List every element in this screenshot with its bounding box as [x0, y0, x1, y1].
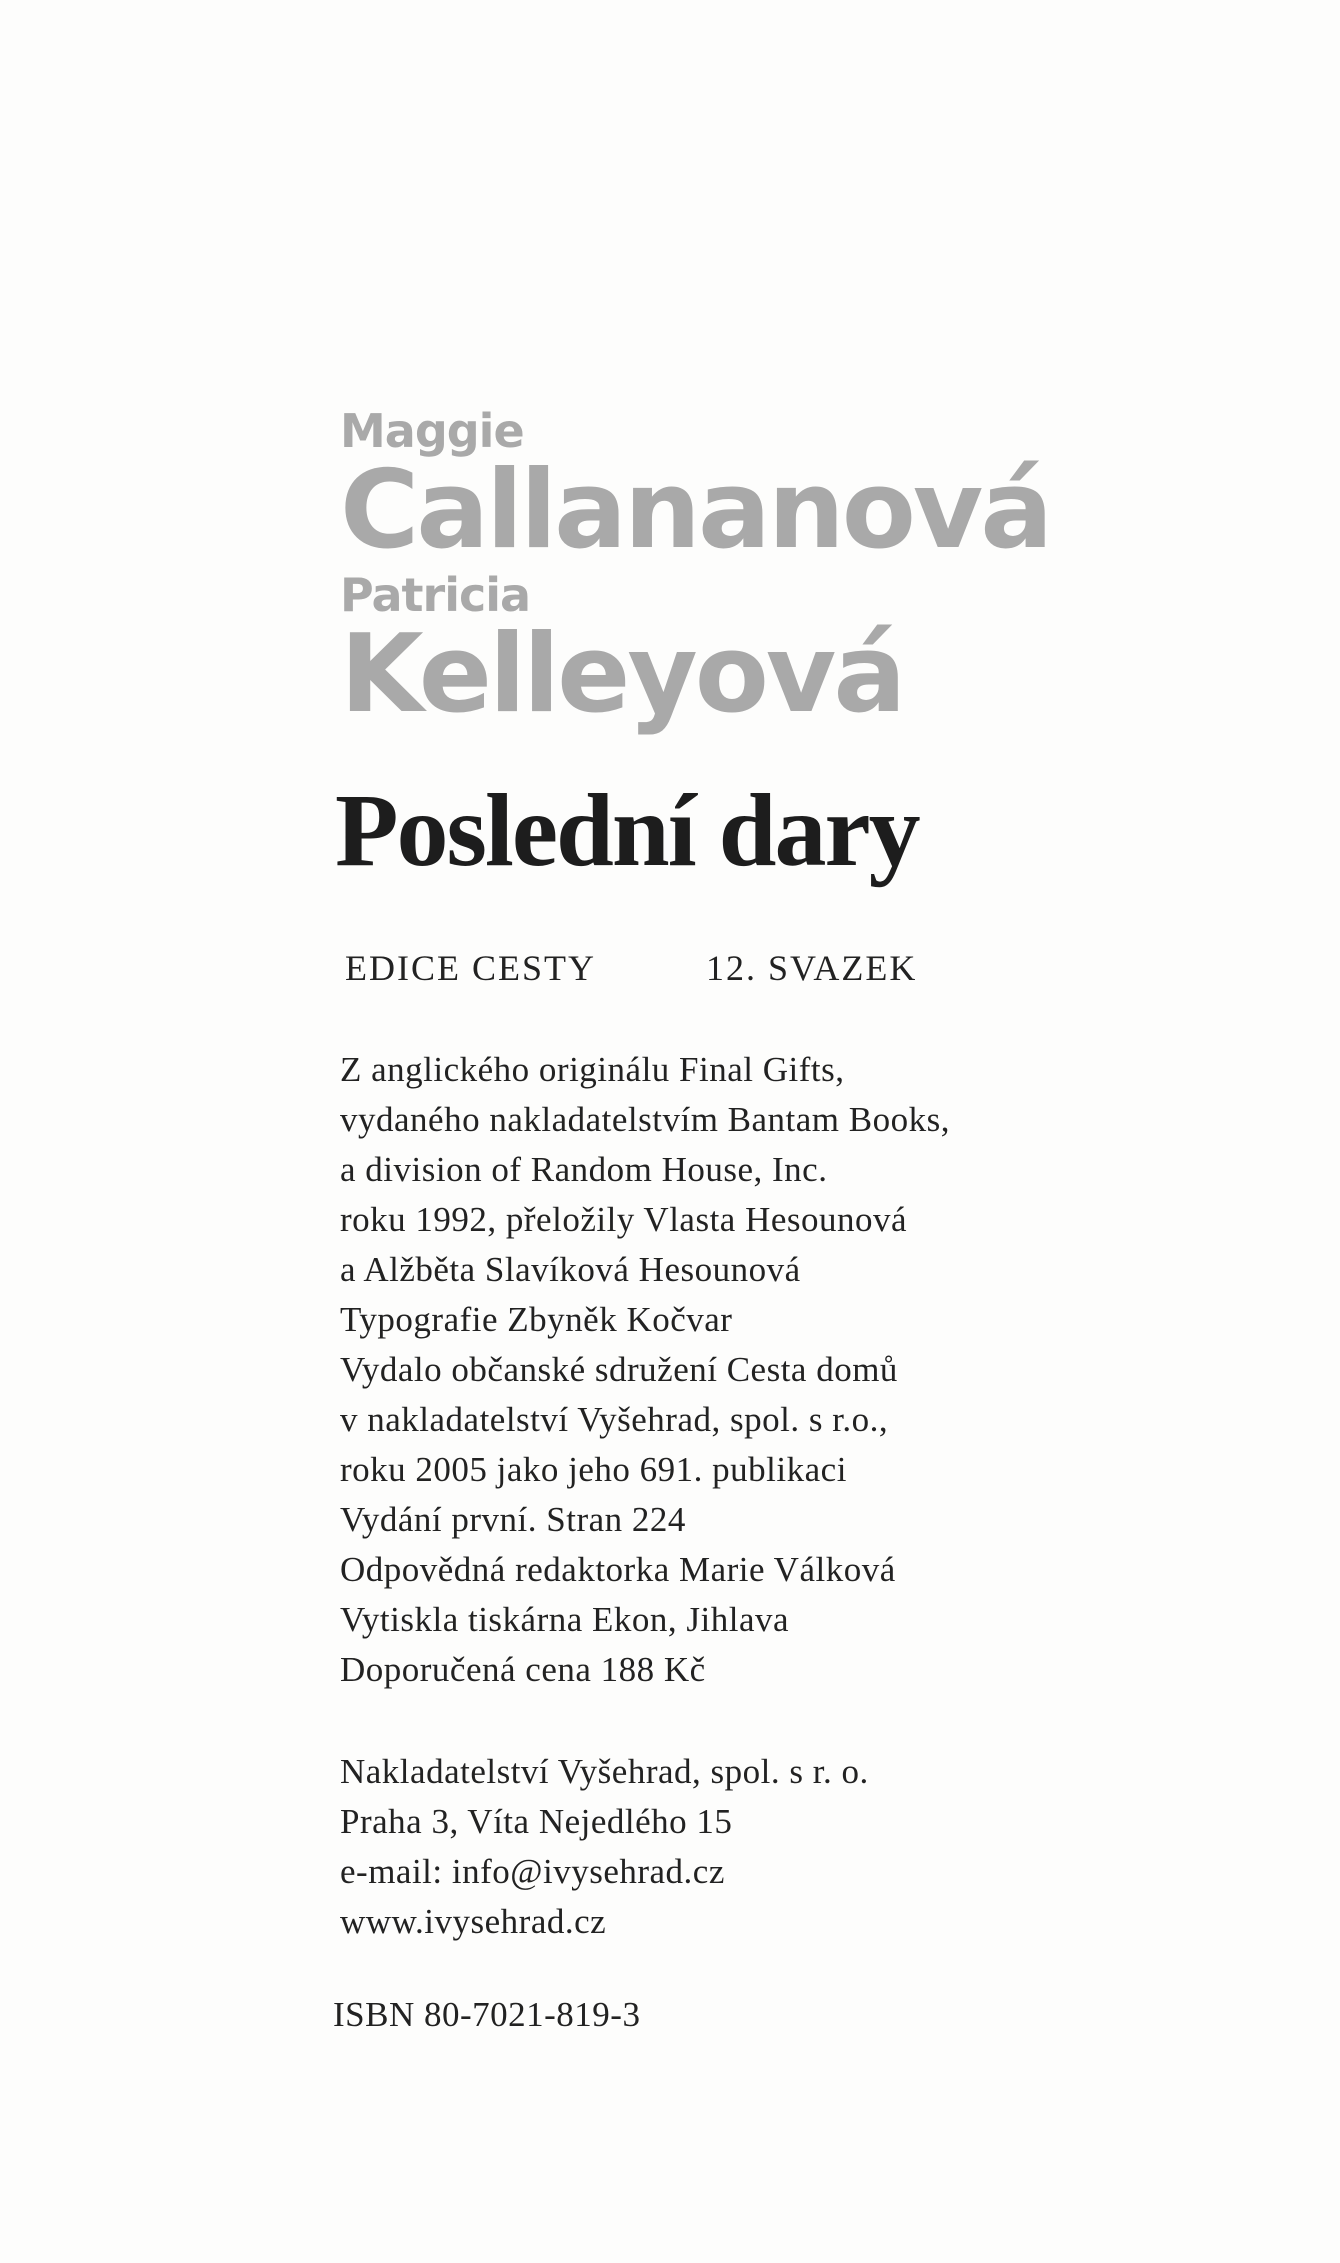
colophon-line: Vytiskla tiskárna Ekon, Jihlava: [340, 1600, 790, 1639]
publisher-address: [340, 1747, 869, 1947]
author-last-name: Callananová: [340, 448, 1051, 573]
colophon-line: Doporučená cena 188 Kč: [340, 1650, 706, 1689]
colophon: [340, 1045, 950, 1695]
colophon-line: Typografie Zbyněk Kočvar: [340, 1300, 733, 1339]
colophon-line: a Alžběta Slavíková Hesounová: [340, 1250, 801, 1289]
series-name: EDICE CESTY: [345, 948, 596, 988]
author-first-name: Maggie: [340, 404, 524, 458]
colophon-line: roku 1992, přeložily Vlasta Hesounová: [340, 1200, 908, 1239]
volume-number: 12. SVAZEK: [706, 948, 918, 988]
book-title: Poslední dary: [335, 773, 919, 888]
colophon-line: v nakladatelství Vyšehrad, spol. s r.o.,: [340, 1400, 889, 1439]
colophon-line: Z anglického originálu Final Gifts,: [340, 1050, 845, 1089]
authors-block: [340, 404, 1051, 737]
author-last-name: Kelleyová: [340, 612, 904, 737]
isbn: ISBN 80-7021-819-3: [333, 1995, 641, 2034]
author-first-name: Patricia: [340, 568, 531, 622]
colophon-line: roku 2005 jako jeho 691. publikaci: [340, 1450, 847, 1489]
publisher-street: Praha 3, Víta Nejedlého 15: [340, 1802, 733, 1841]
colophon-line: Vydalo občanské sdružení Cesta domů: [340, 1350, 898, 1389]
colophon-line: Odpovědná redaktorka Marie Válková: [340, 1550, 896, 1589]
colophon-line: Vydání první. Stran 224: [340, 1500, 686, 1539]
colophon-line: vydaného nakladatelstvím Bantam Books,: [340, 1100, 951, 1139]
publisher-name: Nakladatelství Vyšehrad, spol. s r. o.: [340, 1752, 869, 1791]
publisher-website: www.ivysehrad.cz: [340, 1902, 607, 1941]
publisher-email: e-mail: info@ivysehrad.cz: [340, 1852, 725, 1891]
edition-line: [345, 946, 1045, 990]
colophon-line: a division of Random House, Inc.: [340, 1150, 828, 1189]
